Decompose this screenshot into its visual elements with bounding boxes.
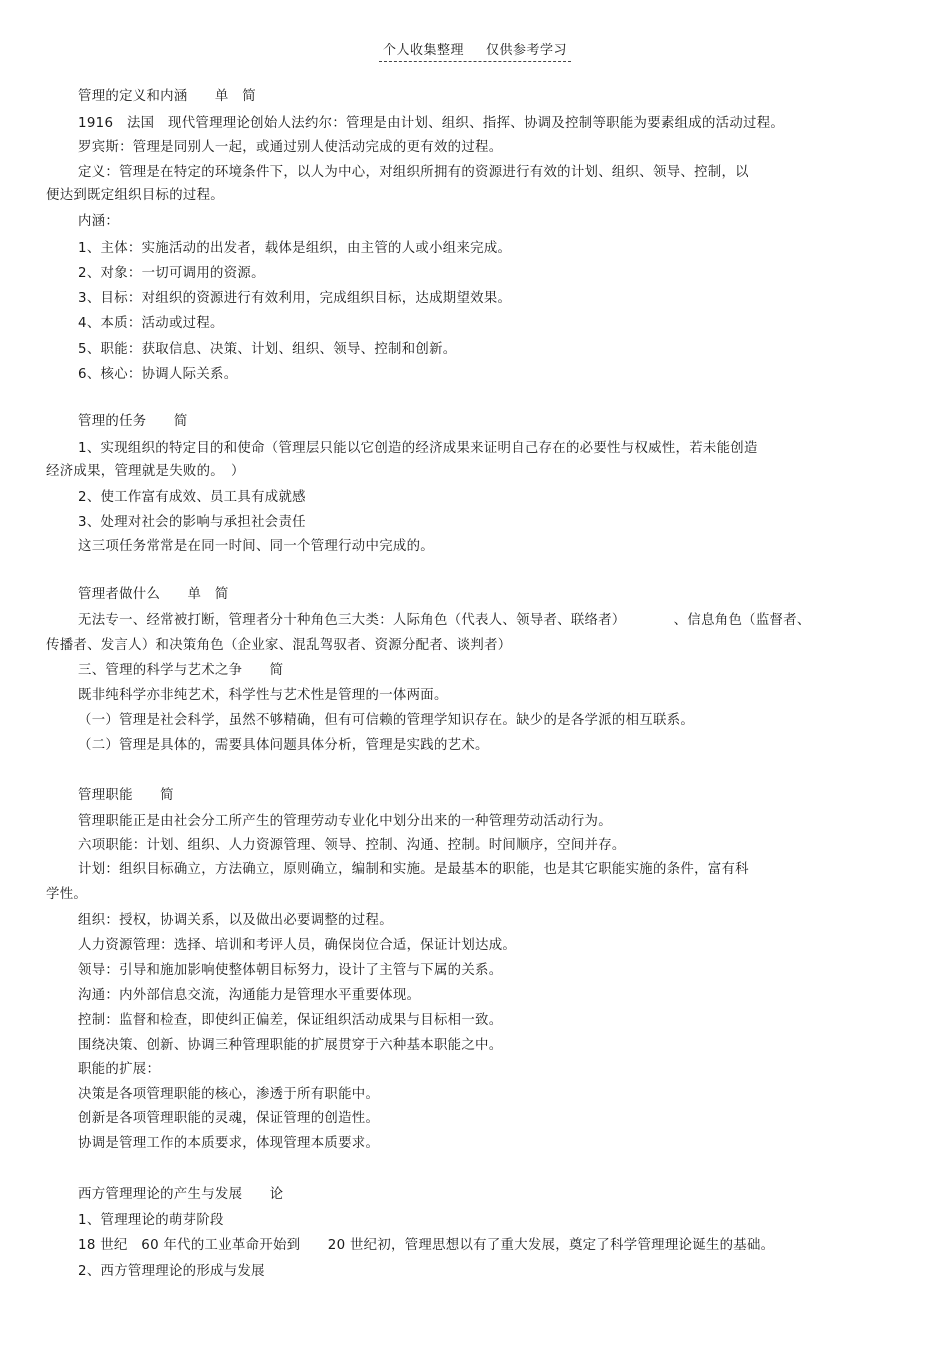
paragraph-line: 内涵： [78, 214, 120, 229]
paragraph-line: 协调是管理工作的本质要求，体现管理本质要求。 [78, 1136, 380, 1151]
paragraph-line: 决策是各项管理职能的核心，渗透于所有职能中。 [78, 1087, 380, 1102]
section-heading-managers: 管理者做什么 单 简 [78, 587, 229, 602]
section-heading-tasks: 管理的任务 简 [78, 414, 188, 429]
paragraph-line: 管理职能正是由社会分工所产生的管理劳动专业化中划分出来的一种管理劳动活动行为。 [78, 814, 612, 829]
paragraph-line: 罗宾斯：管理是同别人一起，或通过别人使活动完成的更有效的过程。 [78, 140, 503, 155]
list-item: 2、使工作富有成效、员工具有成就感 [78, 490, 306, 505]
list-item: 6、核心：协调人际关系。 [78, 367, 238, 382]
paragraph-line: 传播者、发言人）和决策角色（企业家、混乱驾驭者、资源分配者、谈判者） [46, 638, 512, 653]
list-item: 2、对象：一切可调用的资源。 [78, 266, 265, 281]
paragraph-line: 六项职能：计划、组织、人力资源管理、领导、控制、沟通、控制。时间顺序，空间并存。 [78, 838, 626, 853]
paragraph-line: 便达到既定组织目标的过程。 [46, 188, 224, 203]
header-right: 仅供参考学习 [486, 43, 568, 58]
section-heading-science-art: 三、管理的科学与艺术之争 简 [78, 663, 284, 678]
paragraph-line: 人力资源管理：选择、培训和考评人员，确保岗位合适，保证计划达成。 [78, 938, 517, 953]
list-item: （二）管理是具体的，需要具体问题具体分析，管理是实践的艺术。 [78, 738, 489, 753]
paragraph-line: 定义：管理是在特定的环境条件下，以人为中心，对组织所拥有的资源进行有效的计划、组织、领导、控制，以 [78, 165, 749, 180]
paragraph-line: 沟通：内外部信息交流，沟通能力是管理水平重要体现。 [78, 988, 421, 1003]
list-item: 3、处理对社会的影响与承担社会责任 [78, 515, 306, 530]
header-text [379, 39, 571, 62]
paragraph-line: 创新是各项管理职能的灵魂，保证管理的创造性。 [78, 1111, 380, 1126]
section-heading-functions: 管理职能 简 [78, 788, 174, 803]
list-item: 2、西方管理理论的形成与发展 [78, 1264, 265, 1279]
list-item: 1、实现组织的特定目的和使命（管理层只能以它创造的经济成果来证明自己存在的必要性与权威性，若未能创造 [78, 441, 758, 456]
list-item: 1、主体：实施活动的出发者，载体是组织，由主管的人或小组来完成。 [78, 241, 512, 256]
list-item: 1、管理理论的萌芽阶段 [78, 1213, 224, 1228]
paragraph-line: 无法专一、经常被打断，管理者分十种角色三大类：人际角色（代表人、领导者、联络者） 、信息角色（监督者、 [78, 613, 811, 628]
paragraph-line: 围绕决策、创新、协调三种管理职能的扩展贯穿于六种基本职能之中。 [78, 1038, 503, 1053]
page-header [0, 39, 950, 62]
section-heading-definition: 管理的定义和内涵 单 简 [78, 89, 256, 104]
paragraph-line: 控制：监督和检查，即使纠正偏差，保证组织活动成果与目标相一致。 [78, 1013, 503, 1028]
paragraph-line: 组织：授权，协调关系，以及做出必要调整的过程。 [78, 913, 393, 928]
section-heading-western-theory: 西方管理理论的产生与发展 论 [78, 1187, 284, 1202]
list-item: 4、本质：活动或过程。 [78, 316, 224, 331]
paragraph-line: 这三项任务常常是在同一时间、同一个管理行动中完成的。 [78, 539, 434, 554]
paragraph-line: 领导：引导和施加影响使整体朝目标努力，设计了主管与下属的关系。 [78, 963, 503, 978]
paragraph-line: 既非纯科学亦非纯艺术，科学性与艺术性是管理的一体两面。 [78, 688, 448, 703]
paragraph-line: 职能的扩展： [78, 1062, 161, 1077]
paragraph-line: 经济成果，管理就是失败的。 ） [46, 464, 245, 479]
list-item: 5、职能：获取信息、决策、计划、组织、领导、控制和创新。 [78, 342, 457, 357]
header-left: 个人收集整理 [382, 43, 464, 58]
list-item: （一）管理是社会科学，虽然不够精确，但有可信赖的管理学知识存在。缺少的是各学派的相互联系。 [78, 713, 695, 728]
paragraph-line: 学性。 [46, 887, 88, 902]
paragraph-line: 1916 法国 现代管理理论创始人法约尔：管理是由计划、组织、指挥、协调及控制等职能为要素组成的活动过程。 [78, 116, 785, 131]
paragraph-line: 18 世纪 60 年代的工业革命开始到 20 世纪初，管理思想以有了重大发展，奠定了科学管理理论诞生的基础。 [78, 1238, 775, 1253]
paragraph-line: 计划：组织目标确立，方法确立，原则确立，编制和实施。是最基本的职能，也是其它职能实施的条件，富有科 [78, 862, 749, 877]
list-item: 3、目标：对组织的资源进行有效利用，完成组织目标，达成期望效果。 [78, 291, 512, 306]
